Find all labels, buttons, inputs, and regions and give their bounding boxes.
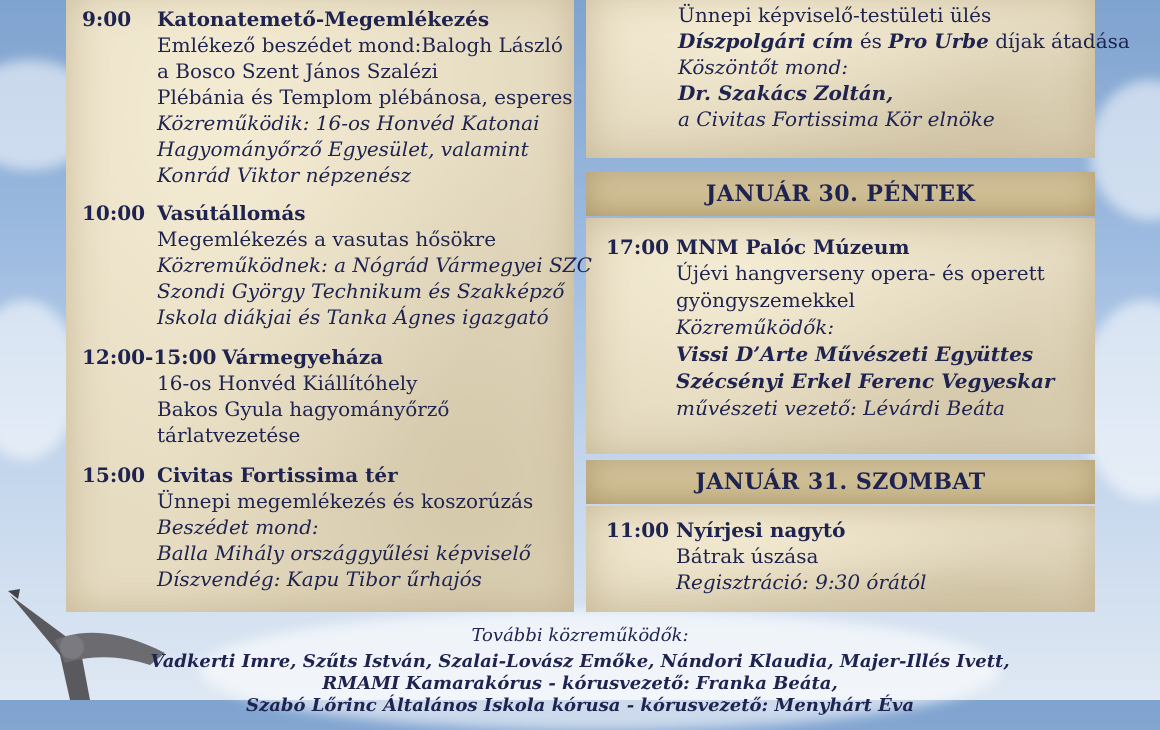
day-header-label: JANUÁR 30. PÉNTEK [705, 181, 976, 207]
footer-contributors-3: Szabó Lőrinc Általános Iskola kórusa - kórusvezető: Menyhárt Éva [245, 695, 915, 716]
event-detail: Regisztráció: 9:30 órától [676, 570, 927, 594]
event-detail: Konrád Viktor népzenész [157, 163, 411, 187]
event-title: Vasútállomás [157, 201, 306, 225]
event-time: 12:00-15:00 [82, 345, 217, 369]
event-detail: Díszvendég: Kapu Tibor űrhajós [157, 567, 482, 591]
event-title: MNM Palóc Múzeum [676, 235, 910, 259]
day-header-friday [586, 172, 1095, 216]
event-detail: Balla Mihály országgyűlési képviselő [157, 541, 531, 565]
event-detail: Köszöntőt mond: [678, 55, 849, 79]
day-header-saturday [586, 460, 1095, 504]
event-detail: a Civitas Fortissima Kör elnöke [678, 107, 995, 131]
event-detail: Plébánia és Templom plébánosa, esperes [157, 85, 573, 109]
footer-contributors-2: RMAMI Kamarakórus - kórusvezető: Franka Beáta, [322, 673, 838, 694]
event-detail: Iskola diákjai és Tanka Ágnes igazgató [157, 305, 549, 329]
event-detail: Szécsényi Erkel Ferenc Vegyeskar [676, 369, 1055, 393]
footer-heading: További közreműködők: [471, 625, 689, 646]
event-title: Civitas Fortissima tér [157, 463, 398, 487]
footer-contributors-1: Vadkerti Imre, Szűts István, Szalai-Lovász Emőke, Nándori Klaudia, Majer-Illés Ivett, [150, 651, 1010, 672]
event-detail: Közreműködik: 16-os Honvéd Katonai [157, 111, 540, 135]
event-detail-part: Díszpolgári cím [678, 29, 854, 53]
event-title: Nyírjesi nagytó [676, 518, 846, 542]
event-time: 10:00 [82, 201, 146, 225]
event-detail: Újévi hangverseny opera- és operett [676, 261, 1045, 285]
event-detail: Beszédet mond: [157, 515, 319, 539]
event-detail-part: és [853, 29, 889, 53]
day-header-label: JANUÁR 31. SZOMBAT [695, 469, 986, 495]
event-detail-part: díjak átadása [988, 29, 1130, 53]
event-detail: Közreműködők: [676, 315, 835, 339]
event-detail: Bakos Gyula hagyományőrző [157, 397, 450, 421]
event-detail: Emlékező beszédet mond:Balogh László [157, 33, 563, 57]
event-detail: Dr. Szakács Zoltán, [678, 81, 894, 105]
event-detail: 16-os Honvéd Kiállítóhely [157, 371, 418, 395]
event-detail: Ünnepi képviselő-testületi ülés [678, 3, 992, 27]
event-detail [678, 28, 1130, 54]
event-title: Vármegyeháza [222, 345, 384, 369]
event-detail-part: Pro Urbe [888, 29, 989, 53]
event-detail: Megemlékezés a vasutas hősökre [157, 227, 497, 251]
event-detail: Vissi D’Arte Művészeti Együttes [676, 342, 1034, 366]
event-detail: művészeti vezető: Lévárdi Beáta [676, 396, 1005, 420]
event-time: 11:00 [606, 518, 670, 542]
event-detail: Ünnepi megemlékezés és koszorúzás [157, 489, 534, 513]
event-detail: Közreműködnek: a Nógrád Vármegyei SZC [157, 253, 592, 277]
event-detail: Hagyományőrző Egyesület, valamint [157, 137, 529, 161]
event-detail: a Bosco Szent János Szalézi [157, 59, 439, 83]
event-time: 17:00 [606, 235, 670, 259]
cloud [1090, 80, 1160, 220]
event-detail: tárlatvezetése [157, 423, 301, 447]
event-time: 15:00 [82, 463, 146, 487]
event-time: 9:00 [82, 7, 132, 31]
event-title: Katonatemető-Megemlékezés [157, 7, 490, 31]
event-detail: gyöngyszemekkel [676, 288, 856, 312]
event-detail: Bátrak úszása [676, 544, 819, 568]
event-detail: Szondi György Technikum és Szakképző [157, 279, 565, 303]
